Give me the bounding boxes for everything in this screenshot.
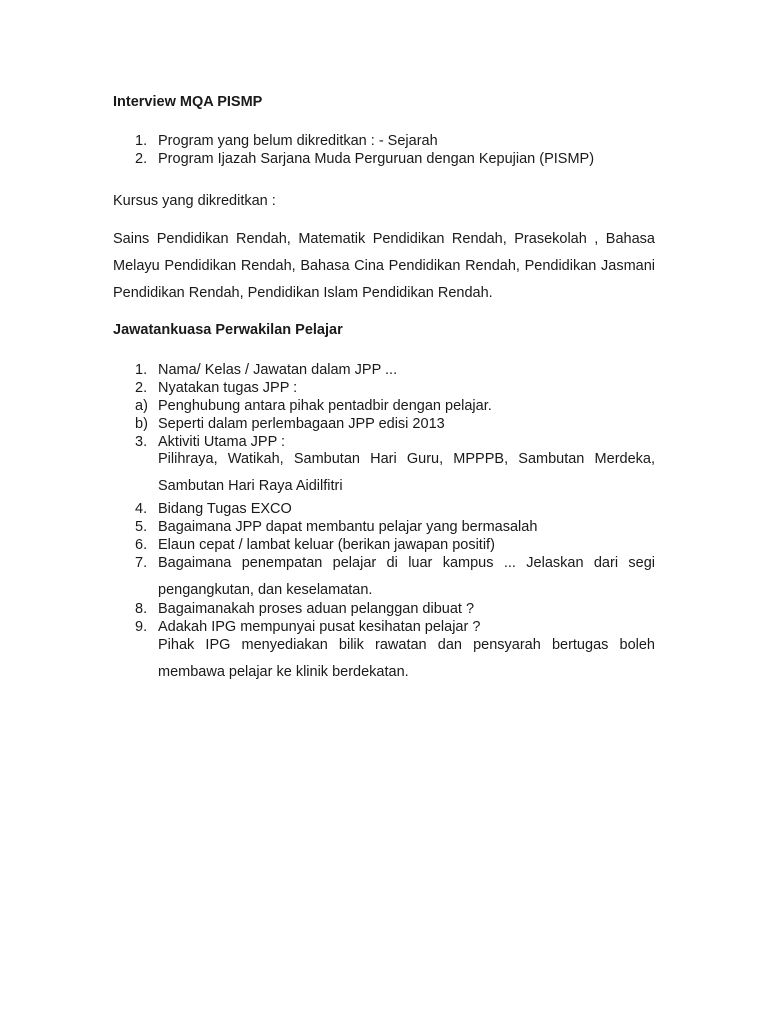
list-text: Bidang Tugas EXCO: [158, 501, 292, 517]
list-item: [113, 550, 655, 604]
list-number: 7.: [135, 555, 148, 571]
list-text: Aktiviti Utama JPP :: [158, 434, 286, 450]
list-item: [113, 500, 655, 518]
list-number: b): [135, 416, 148, 432]
list-item: [113, 397, 655, 415]
list-text: Nyatakan tugas JPP :: [158, 380, 298, 396]
list-item: [113, 600, 655, 618]
list-text: Program Ijazah Sarjana Muda Perguruan dengan Kepujian (PISMP): [158, 151, 595, 167]
list-text: Bagaimanakah proses aduan pelanggan dibuat ?: [158, 601, 475, 617]
list-number: 3.: [135, 434, 148, 450]
list-item: [113, 361, 655, 379]
list-item: [113, 518, 655, 536]
program-list: [113, 132, 655, 168]
list-number: a): [135, 398, 148, 414]
document-title: Interview MQA PISMP: [113, 94, 263, 110]
list-text: Adakah IPG mempunyai pusat kesihatan pelajar ?: [158, 619, 481, 635]
list-number: 2.: [135, 151, 148, 167]
jpp-question-list: [113, 361, 655, 686]
list-number: 5.: [135, 519, 148, 535]
list-item: [113, 379, 655, 397]
list-number: 6.: [135, 537, 148, 553]
list-text: Bagaimana penempatan pelajar di luar kampus ... Jelaskan dari segi pengangkutan, dan keselamatan.: [158, 555, 655, 598]
list-item: [113, 132, 655, 150]
list-number: 2.: [135, 380, 148, 396]
section-title: Jawatankuasa Perwakilan Pelajar: [113, 322, 343, 338]
list-number: 8.: [135, 601, 148, 617]
list-text: Bagaimana JPP dapat membantu pelajar yang bermasalah: [158, 519, 538, 535]
list-number: 1.: [135, 362, 148, 378]
courses-label: Kursus yang dikreditkan :: [113, 193, 276, 209]
list-item: [113, 150, 655, 168]
list-item: [113, 415, 655, 433]
list-number: 1.: [135, 133, 148, 149]
list-item-continuation: Pilihraya, Watikah, Sambutan Hari Guru, MPPPB, Sambutan Merdeka, Sambutan Hari Raya Aidilfitri: [158, 451, 655, 494]
list-text: Seperti dalam perlembagaan JPP edisi 2013: [158, 416, 445, 432]
list-number: 9.: [135, 619, 148, 635]
document-page: [113, 93, 655, 686]
list-item-continuation: Pihak IPG menyediakan bilik rawatan dan pensyarah bertugas boleh membawa pelajar ke klinik berdekatan.: [158, 637, 655, 680]
list-text: Nama/ Kelas / Jawatan dalam JPP ...: [158, 362, 398, 378]
list-text: Elaun cepat / lambat keluar (berikan jawapan positif): [158, 537, 495, 553]
courses-paragraph: Sains Pendidikan Rendah, Matematik Pendidikan Rendah, Prasekolah , Bahasa Melayu Pendidikan Rendah, Bahasa Cina Pendidikan Rendah, Pendidikan Jasmani Pendidikan Rendah, Pendidikan Islam Pendidikan Rendah.: [113, 231, 655, 301]
list-number: 4.: [135, 501, 148, 517]
list-text: Program yang belum dikreditkan : - Sejarah: [158, 133, 438, 149]
list-text: Penghubung antara pihak pentadbir dengan pelajar.: [158, 398, 492, 414]
